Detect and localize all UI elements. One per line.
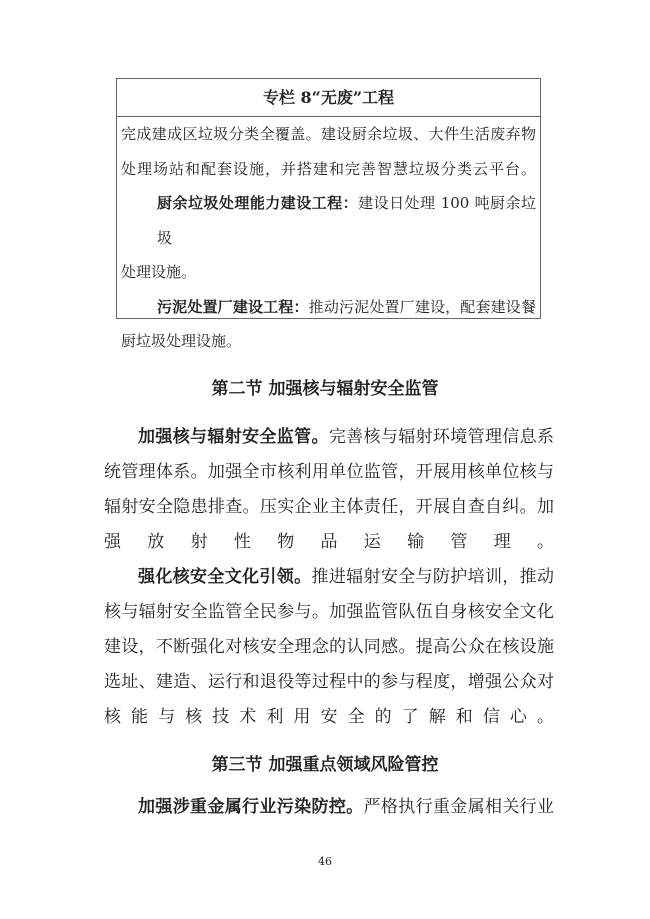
paragraph-lead: 加强核与辐射安全监管。 <box>138 427 329 447</box>
paragraph-line: 强放射性物品运输管理。 <box>104 532 554 552</box>
box-item-kitchen-waste <box>121 186 536 255</box>
section-heading: 第二节 加强核与辐射安全监管 <box>211 379 439 399</box>
item-title: 厨余垃圾处理能力建设工程： <box>157 194 359 212</box>
box-line: 厨垃圾处理设施。 <box>121 332 242 350</box>
paragraph-text: 推进辐射安全与防护培训，推动 <box>311 567 555 587</box>
paragraph-line <box>104 790 554 825</box>
paragraph-lead: 强化核安全文化引领。 <box>138 567 312 587</box>
paragraph-line <box>104 420 554 455</box>
box-item-sludge <box>121 290 536 325</box>
paragraph-lead: 加强涉重金属行业污染防控。 <box>138 797 364 817</box>
section-heading: 第三节 加强重点领域风险管控 <box>211 755 439 775</box>
paragraph-line: 核与辐射安全监管全民参与。加强监管队伍自身核安全文化 <box>104 602 554 622</box>
column-box-zero-waste <box>116 78 541 350</box>
paragraph-text: 完善核与辐射环境管理信息系 <box>328 427 555 447</box>
paragraph-line: 辐射安全隐患排查。压实企业主体责任，开展自查自纠。加 <box>104 497 554 517</box>
section2-paragraphs <box>104 420 554 735</box>
section3-paragraphs <box>104 790 554 825</box>
paragraph-line: 选址、建造、运行和退役等过程中的参与程度，增强公众对 <box>104 672 554 692</box>
box-line: 完成建成区垃圾分类全覆盖。建设厨余垃圾、大件生活废弃物 <box>121 125 536 143</box>
item-title: 污泥处置厂建设工程： <box>157 297 309 316</box>
box-line: 处理场站和配套设施，并搭建和完善智慧垃圾分类云平台。 <box>121 159 536 178</box>
paragraph-text: 严格执行重金属相关行业 <box>363 797 555 817</box>
paragraph-line <box>104 560 554 595</box>
paragraph-line: 核能与核技术利用安全的了解和信心。 <box>104 707 554 727</box>
item-text: 建设日处理 100 吨厨余垃圾 <box>157 194 536 247</box>
box-line: 处理设施。 <box>121 263 197 281</box>
column-box-title: 专栏 8“无废”工程 <box>117 79 540 117</box>
paragraph-line: 建设，不断强化对核安全理念的认同感。提高公众在核设施 <box>104 637 554 657</box>
page-number: 46 <box>318 855 332 868</box>
item-text: 推动污泥处置厂建设，配套建设餐 <box>308 297 536 316</box>
paragraph-line: 统管理体系。加强全市核利用单位监管，开展用核单位核与 <box>104 462 554 482</box>
